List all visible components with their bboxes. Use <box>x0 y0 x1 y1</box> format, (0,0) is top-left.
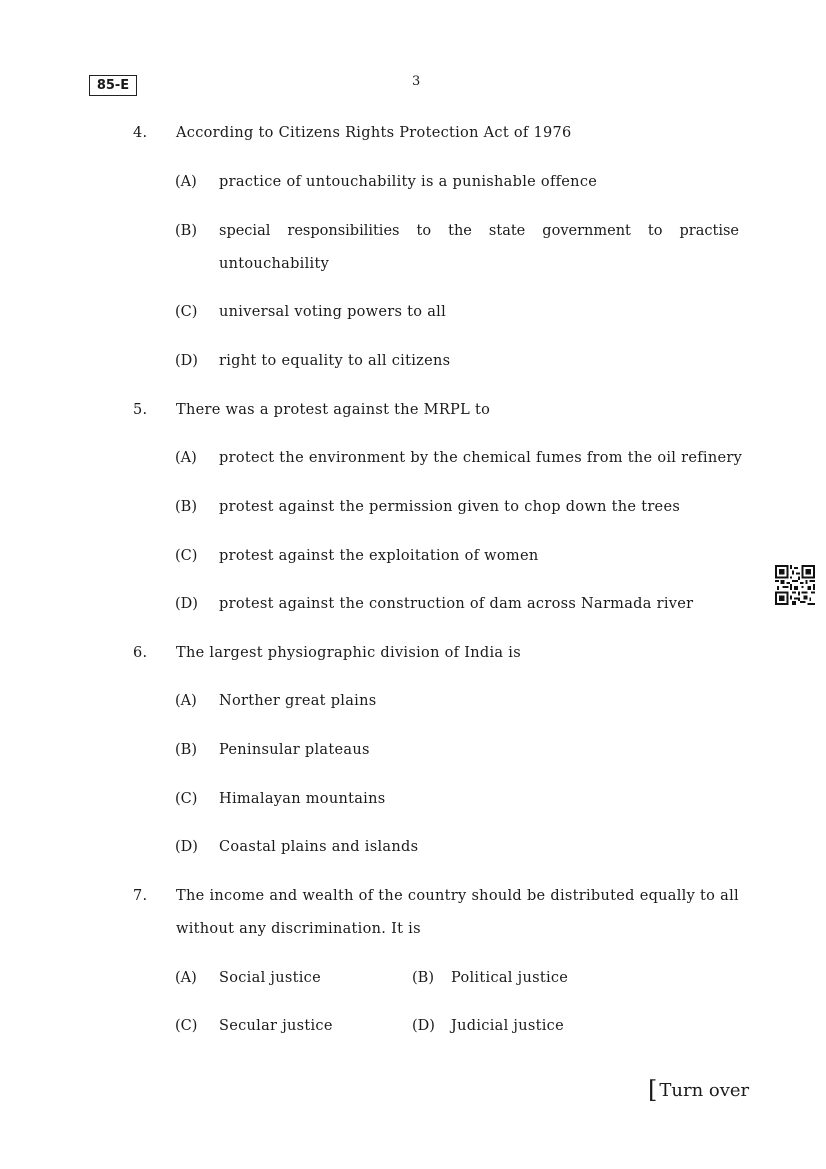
option-text: Himalayan mountains <box>219 791 386 807</box>
question-number: 5. <box>133 402 148 418</box>
option-text: Judicial justice <box>451 1018 564 1034</box>
question-text: According to Citizens Rights Protection Act of 1976 <box>176 125 572 141</box>
question-text-continued: without any discrimination. It is <box>176 921 421 937</box>
option-letter: (C) <box>175 791 198 807</box>
option-letter: (B) <box>175 223 197 239</box>
option-text: universal voting powers to all <box>219 304 447 320</box>
option-text: practice of untouchability is a punishable offence <box>219 174 598 190</box>
option-letter: (B) <box>412 970 434 986</box>
option-letter: (A) <box>175 174 197 190</box>
option-text: protect the environment by the chemical fumes from the oil refinery <box>219 450 743 466</box>
option-text: Social justice <box>219 970 321 986</box>
option-letter: (C) <box>175 304 198 320</box>
option-text-continued: untouchability <box>219 256 330 272</box>
question-text: The largest physiographic division of India is <box>176 645 521 661</box>
option-letter: (D) <box>412 1018 435 1034</box>
question-number: 7. <box>133 888 148 904</box>
bracket-glyph: [ <box>648 1076 658 1104</box>
option-letter: (C) <box>175 1018 198 1034</box>
option-text: special responsibilities to the state government to practise <box>219 223 739 239</box>
option-letter: (C) <box>175 548 198 564</box>
option-text: right to equality to all citizens <box>219 353 451 369</box>
option-letter: (A) <box>175 450 197 466</box>
option-text: Political justice <box>451 970 569 986</box>
option-text: Coastal plains and islands <box>219 839 419 855</box>
turn-over-note <box>648 1076 749 1104</box>
option-text: Secular justice <box>219 1018 333 1034</box>
option-text: protest against the construction of dam across Narmada river <box>219 596 694 612</box>
option-letter: (D) <box>175 353 198 369</box>
option-text: Peninsular plateaus <box>219 742 370 758</box>
option-text: Norther great plains <box>219 693 377 709</box>
question-text: The income and wealth of the country should be distributed equally to all <box>176 888 739 904</box>
option-letter: (D) <box>175 839 198 855</box>
option-letter: (B) <box>175 742 197 758</box>
paper-code: 85-E <box>89 75 137 96</box>
question-text: There was a protest against the MRPL to <box>176 402 491 418</box>
option-letter: (A) <box>175 693 197 709</box>
question-number: 6. <box>133 645 148 661</box>
question-number: 4. <box>133 125 148 141</box>
page-number: 3 <box>412 74 421 89</box>
option-letter: (A) <box>175 970 197 986</box>
option-text: protest against the exploitation of women <box>219 548 539 564</box>
turn-over-label: Turn over <box>659 1080 750 1101</box>
option-letter: (D) <box>175 596 198 612</box>
option-letter: (B) <box>175 499 197 515</box>
option-text: protest against the permission given to chop down the trees <box>219 499 681 515</box>
qr-code-icon <box>775 565 815 605</box>
